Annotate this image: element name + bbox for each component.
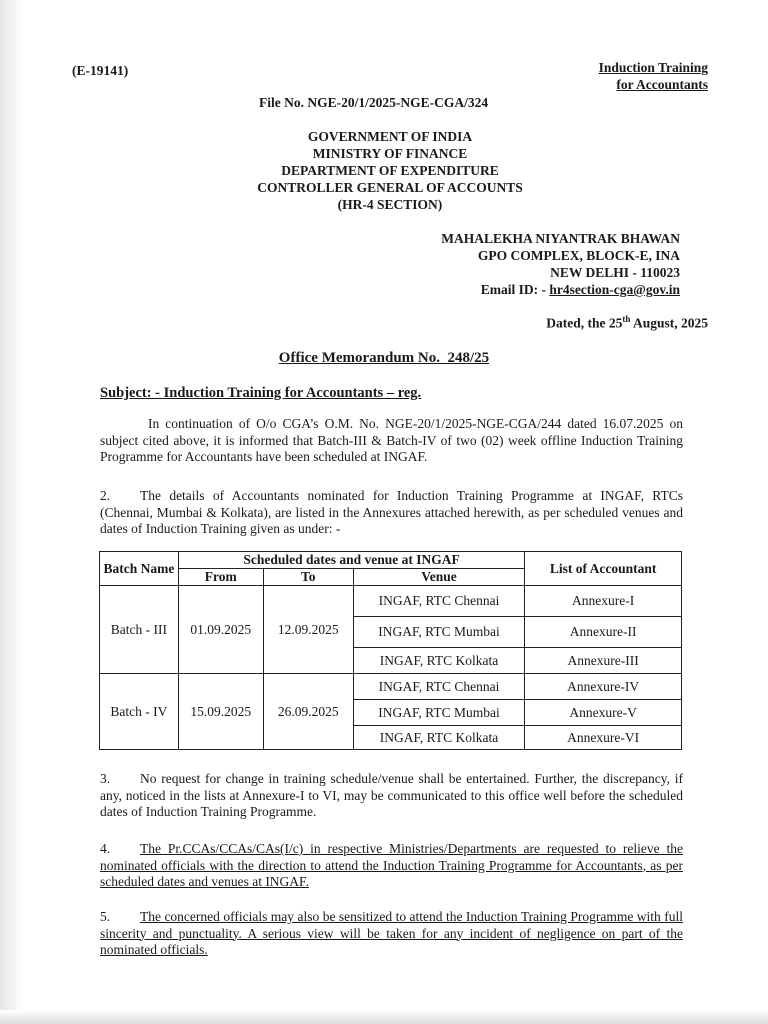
header-scheduled: Scheduled dates and venue at INGAF: [178, 552, 524, 569]
header-venue: Venue: [353, 569, 525, 586]
paragraph-5-text: The concerned officials may also be sensitized to attend the Induction Training Programme with full sincerity and punctuality. A serious view will be taken for any incident of negligence on part of the nominated officials.: [100, 909, 683, 957]
header-line-2: MINISTRY OF FINANCE: [312, 146, 468, 161]
header-batch-name: Batch Name: [100, 552, 179, 586]
issuer-header: [180, 128, 600, 213]
venue: INGAF, RTC Mumbai: [353, 617, 525, 648]
venue: INGAF, RTC Chennai: [353, 586, 525, 617]
venue: INGAF, RTC Kolkata: [353, 726, 525, 750]
paragraph-3-text: No request for change in training schedule/venue shall be entertained. Further, the discrepancy, if any, noticed in the lists at Annexure-I to VI, may be communicated to this office well before the scheduled dates of Induction Training Programme.: [100, 771, 683, 819]
top-right-line-1: Induction Training: [598, 60, 708, 75]
date-suffix: August, 2025: [630, 315, 708, 331]
email-line: [441, 281, 680, 298]
email-label: Email ID: -: [480, 282, 546, 297]
annexure: Annexure-III: [525, 648, 682, 674]
address-line-2: GPO COMPLEX, BLOCK-E, INA: [477, 248, 680, 263]
scan-shadow-bottom: [0, 1010, 768, 1024]
table-row: [100, 586, 682, 617]
header-list: List of Accountant: [525, 552, 682, 586]
file-number: File No. NGE-20/1/2025-NGE-CGA/324: [259, 95, 489, 110]
header-line-5: (HR-4 SECTION): [337, 197, 443, 212]
paragraph-3-number: 3.: [100, 771, 111, 786]
memo-title-text: Office Memorandum No. 248/25: [278, 350, 490, 366]
batch-from: 15.09.2025: [178, 674, 263, 750]
address-line-3: NEW DELHI - 110023: [550, 265, 680, 280]
paragraph-4-number: 4.: [100, 841, 111, 856]
venue: INGAF, RTC Mumbai: [353, 700, 525, 726]
annexure: Annexure-VI: [525, 726, 682, 750]
memo-title: [0, 350, 768, 367]
header-line-3: DEPARTMENT OF EXPENDITURE: [281, 163, 499, 178]
header-to: To: [263, 569, 353, 586]
paragraph-5: [100, 909, 683, 959]
batch-to: 12.09.2025: [263, 586, 353, 674]
paragraph-5-number: 5.: [100, 909, 111, 924]
header-line-1: GOVERNMENT OF INDIA: [307, 129, 473, 144]
scan-shadow-left: [0, 0, 24, 1024]
batch-to: 26.09.2025: [263, 674, 353, 750]
paragraph-4: [100, 841, 683, 891]
subject-line: Subject: - Induction Training for Accountants – reg.: [100, 385, 422, 401]
date-superscript: th: [622, 314, 631, 324]
issue-date: [546, 314, 708, 332]
header-line-4: CONTROLLER GENERAL OF ACCOUNTS: [257, 180, 523, 195]
paragraph-3: [100, 771, 683, 821]
paragraph-4-text: The Pr.CCAs/CCAs/CAs(I/c) in respective Ministries/Departments are requested to relieve the nominated officials with the direction to attend the Induction Training Programme for Accountants, as per scheduled dates and venues at INGAF.: [100, 841, 683, 889]
paragraph-1: In continuation of O/o CGA’s O.M. No. NGE-20/1/2025-NGE-CGA/244 dated 16.07.2025 on subject cited above, it is informed that Batch-III & Batch-IV of two (02) week offline Induction Training Programme for Accountants have been scheduled at INGAF.: [100, 416, 683, 464]
paragraph-2: [100, 488, 683, 538]
paragraph-2-text: The details of Accountants nominated for Induction Training Programme at INGAF, RTCs (Chennai, Mumbai & Kolkata), are listed in the Annexures attached herewith, as per scheduled venues and dates of Induction Training given as under: -: [100, 488, 683, 536]
batch-name: Batch - IV: [100, 674, 179, 750]
annexure: Annexure-V: [525, 700, 682, 726]
header-from: From: [178, 569, 263, 586]
annexure: Annexure-I: [525, 586, 682, 617]
annexure: Annexure-IV: [525, 674, 682, 700]
address-line-1: MAHALEKHA NIYANTRAK BHAWAN: [441, 231, 680, 246]
annexure: Annexure-II: [525, 617, 682, 648]
venue: INGAF, RTC Kolkata: [353, 648, 525, 674]
batch-from: 01.09.2025: [178, 586, 263, 674]
email-link[interactable]: hr4section-cga@gov.in: [549, 282, 680, 297]
schedule-table: [99, 551, 682, 750]
venue: INGAF, RTC Chennai: [353, 674, 525, 700]
table-row: [100, 674, 682, 700]
office-address: [441, 230, 680, 298]
paragraph-2-number: 2.: [100, 488, 111, 503]
top-right-line-2: for Accountants: [616, 77, 708, 92]
reference-code: (E-19141): [72, 63, 129, 78]
top-right-label: [599, 59, 708, 93]
date-prefix: Dated, the 25: [546, 315, 623, 331]
batch-name: Batch - III: [100, 586, 179, 674]
